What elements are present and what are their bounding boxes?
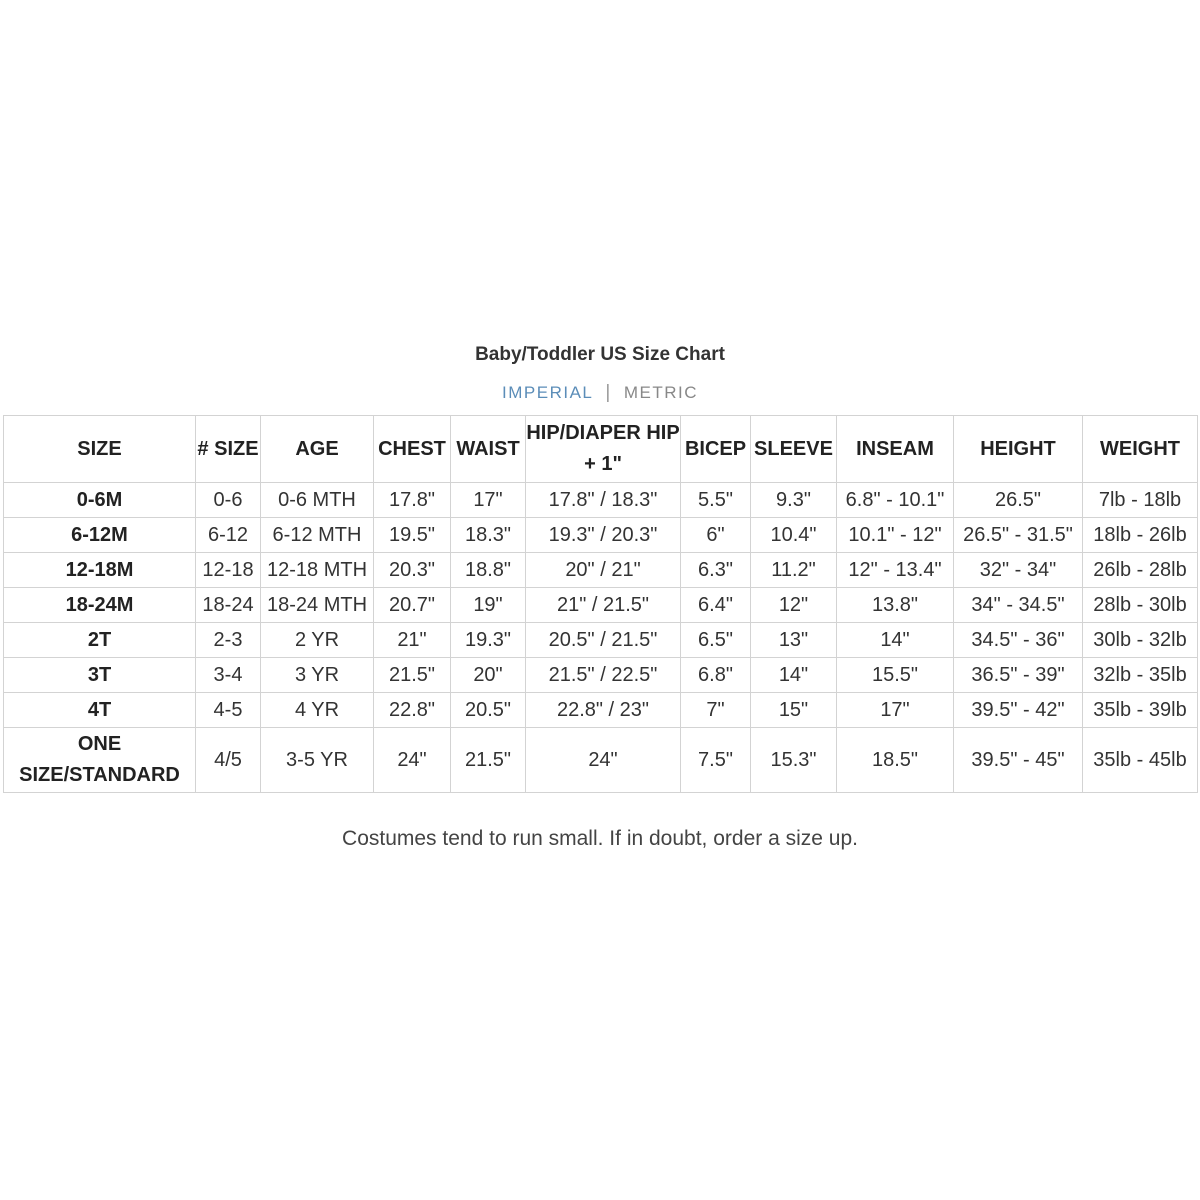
table-cell: 6-12 MTH bbox=[261, 518, 374, 553]
table-cell: 18-24 bbox=[196, 588, 261, 623]
table-cell: 12-18 bbox=[196, 553, 261, 588]
column-header: BICEP bbox=[681, 416, 751, 483]
table-cell: 17" bbox=[451, 483, 526, 518]
table-cell: 21" bbox=[374, 623, 451, 658]
table-cell: 6.3" bbox=[681, 553, 751, 588]
table-cell: 4/5 bbox=[196, 728, 261, 793]
metric-tab[interactable]: METRIC bbox=[623, 383, 698, 402]
table-cell: 32" - 34" bbox=[954, 553, 1083, 588]
table-cell: 7" bbox=[681, 693, 751, 728]
table-cell: 26lb - 28lb bbox=[1083, 553, 1198, 588]
table-cell: 39.5" - 42" bbox=[954, 693, 1083, 728]
table-cell: 32lb - 35lb bbox=[1083, 658, 1198, 693]
table-cell: 12" bbox=[751, 588, 837, 623]
table-cell: 3-5 YR bbox=[261, 728, 374, 793]
table-header bbox=[4, 416, 1198, 483]
unit-separator: | bbox=[605, 382, 612, 403]
column-header: CHEST bbox=[374, 416, 451, 483]
table-row bbox=[4, 483, 1198, 518]
table-cell: 2-3 bbox=[196, 623, 261, 658]
size-label-cell: 2T bbox=[4, 623, 196, 658]
table-row bbox=[4, 518, 1198, 553]
table-cell: 18.3" bbox=[451, 518, 526, 553]
size-label-cell: 0-6M bbox=[4, 483, 196, 518]
size-label-cell: 12-18M bbox=[4, 553, 196, 588]
column-header: AGE bbox=[261, 416, 374, 483]
table-cell: 6.8" - 10.1" bbox=[837, 483, 954, 518]
table-cell: 22.8" bbox=[374, 693, 451, 728]
table-cell: 26.5" bbox=[954, 483, 1083, 518]
table-cell: 7.5" bbox=[681, 728, 751, 793]
column-header: HEIGHT bbox=[954, 416, 1083, 483]
table-cell: 17" bbox=[837, 693, 954, 728]
size-label-cell: 4T bbox=[4, 693, 196, 728]
table-cell: 3-4 bbox=[196, 658, 261, 693]
table-row bbox=[4, 728, 1198, 793]
table-cell: 15.5" bbox=[837, 658, 954, 693]
size-table bbox=[3, 415, 1198, 793]
table-row bbox=[4, 658, 1198, 693]
table-cell: 12-18 MTH bbox=[261, 553, 374, 588]
unit-toggle bbox=[0, 382, 1200, 404]
table-cell: 26.5" - 31.5" bbox=[954, 518, 1083, 553]
table-cell: 18.5" bbox=[837, 728, 954, 793]
column-header: HIP/DIAPER HIP + 1" bbox=[526, 416, 681, 483]
table-cell: 6.8" bbox=[681, 658, 751, 693]
table-cell: 12" - 13.4" bbox=[837, 553, 954, 588]
table-cell: 13" bbox=[751, 623, 837, 658]
table-row bbox=[4, 623, 1198, 658]
table-cell: 9.3" bbox=[751, 483, 837, 518]
table-cell: 17.8" / 18.3" bbox=[526, 483, 681, 518]
table-cell: 13.8" bbox=[837, 588, 954, 623]
header-row bbox=[4, 416, 1198, 483]
table-cell: 21" / 21.5" bbox=[526, 588, 681, 623]
table-cell: 19.3" bbox=[451, 623, 526, 658]
table-cell: 20.5" / 21.5" bbox=[526, 623, 681, 658]
table-cell: 0-6 MTH bbox=[261, 483, 374, 518]
table-cell: 18.8" bbox=[451, 553, 526, 588]
column-header: SLEEVE bbox=[751, 416, 837, 483]
table-cell: 24" bbox=[374, 728, 451, 793]
column-header: WEIGHT bbox=[1083, 416, 1198, 483]
size-chart-title: Baby/Toddler US Size Chart bbox=[475, 344, 725, 365]
column-header: WAIST bbox=[451, 416, 526, 483]
table-cell: 30lb - 32lb bbox=[1083, 623, 1198, 658]
table-cell: 18-24 MTH bbox=[261, 588, 374, 623]
table-cell: 6.5" bbox=[681, 623, 751, 658]
table-cell: 6-12 bbox=[196, 518, 261, 553]
table-cell: 20.5" bbox=[451, 693, 526, 728]
table-cell: 15.3" bbox=[751, 728, 837, 793]
table-cell: 5.5" bbox=[681, 483, 751, 518]
table-cell: 35lb - 45lb bbox=[1083, 728, 1198, 793]
table-cell: 34" - 34.5" bbox=[954, 588, 1083, 623]
table-cell: 15" bbox=[751, 693, 837, 728]
column-header: INSEAM bbox=[837, 416, 954, 483]
table-cell: 14" bbox=[751, 658, 837, 693]
table-cell: 19" bbox=[451, 588, 526, 623]
table-cell: 14" bbox=[837, 623, 954, 658]
table-cell: 19.5" bbox=[374, 518, 451, 553]
table-cell: 21.5" / 22.5" bbox=[526, 658, 681, 693]
table-cell: 24" bbox=[526, 728, 681, 793]
table-cell: 19.3" / 20.3" bbox=[526, 518, 681, 553]
table-cell: 6.4" bbox=[681, 588, 751, 623]
table-cell: 36.5" - 39" bbox=[954, 658, 1083, 693]
column-header: SIZE bbox=[4, 416, 196, 483]
sizing-note: Costumes tend to run small. If in doubt, order a size up. bbox=[342, 827, 858, 850]
size-label-cell: 6-12M bbox=[4, 518, 196, 553]
table-cell: 22.8" / 23" bbox=[526, 693, 681, 728]
table-cell: 4 YR bbox=[261, 693, 374, 728]
table-row bbox=[4, 588, 1198, 623]
table-cell: 35lb - 39lb bbox=[1083, 693, 1198, 728]
table-row bbox=[4, 693, 1198, 728]
size-label-cell: 3T bbox=[4, 658, 196, 693]
table-cell: 3 YR bbox=[261, 658, 374, 693]
table-cell: 4-5 bbox=[196, 693, 261, 728]
table-cell: 20.3" bbox=[374, 553, 451, 588]
size-label-cell: 18-24M bbox=[4, 588, 196, 623]
table-cell: 20" bbox=[451, 658, 526, 693]
table-cell: 39.5" - 45" bbox=[954, 728, 1083, 793]
size-label-cell: ONE SIZE/STANDARD bbox=[4, 728, 196, 793]
column-header: # SIZE bbox=[196, 416, 261, 483]
table-cell: 2 YR bbox=[261, 623, 374, 658]
table-cell: 0-6 bbox=[196, 483, 261, 518]
table-cell: 21.5" bbox=[451, 728, 526, 793]
table-cell: 18lb - 26lb bbox=[1083, 518, 1198, 553]
table-cell: 20" / 21" bbox=[526, 553, 681, 588]
table-cell: 11.2" bbox=[751, 553, 837, 588]
table-body bbox=[4, 483, 1198, 793]
table-cell: 10.4" bbox=[751, 518, 837, 553]
table-cell: 20.7" bbox=[374, 588, 451, 623]
imperial-tab[interactable]: IMPERIAL bbox=[502, 383, 594, 402]
table-cell: 34.5" - 36" bbox=[954, 623, 1083, 658]
table-cell: 6" bbox=[681, 518, 751, 553]
table-cell: 10.1" - 12" bbox=[837, 518, 954, 553]
table-cell: 21.5" bbox=[374, 658, 451, 693]
table-cell: 7lb - 18lb bbox=[1083, 483, 1198, 518]
table-row bbox=[4, 553, 1198, 588]
table-cell: 28lb - 30lb bbox=[1083, 588, 1198, 623]
table-cell: 17.8" bbox=[374, 483, 451, 518]
